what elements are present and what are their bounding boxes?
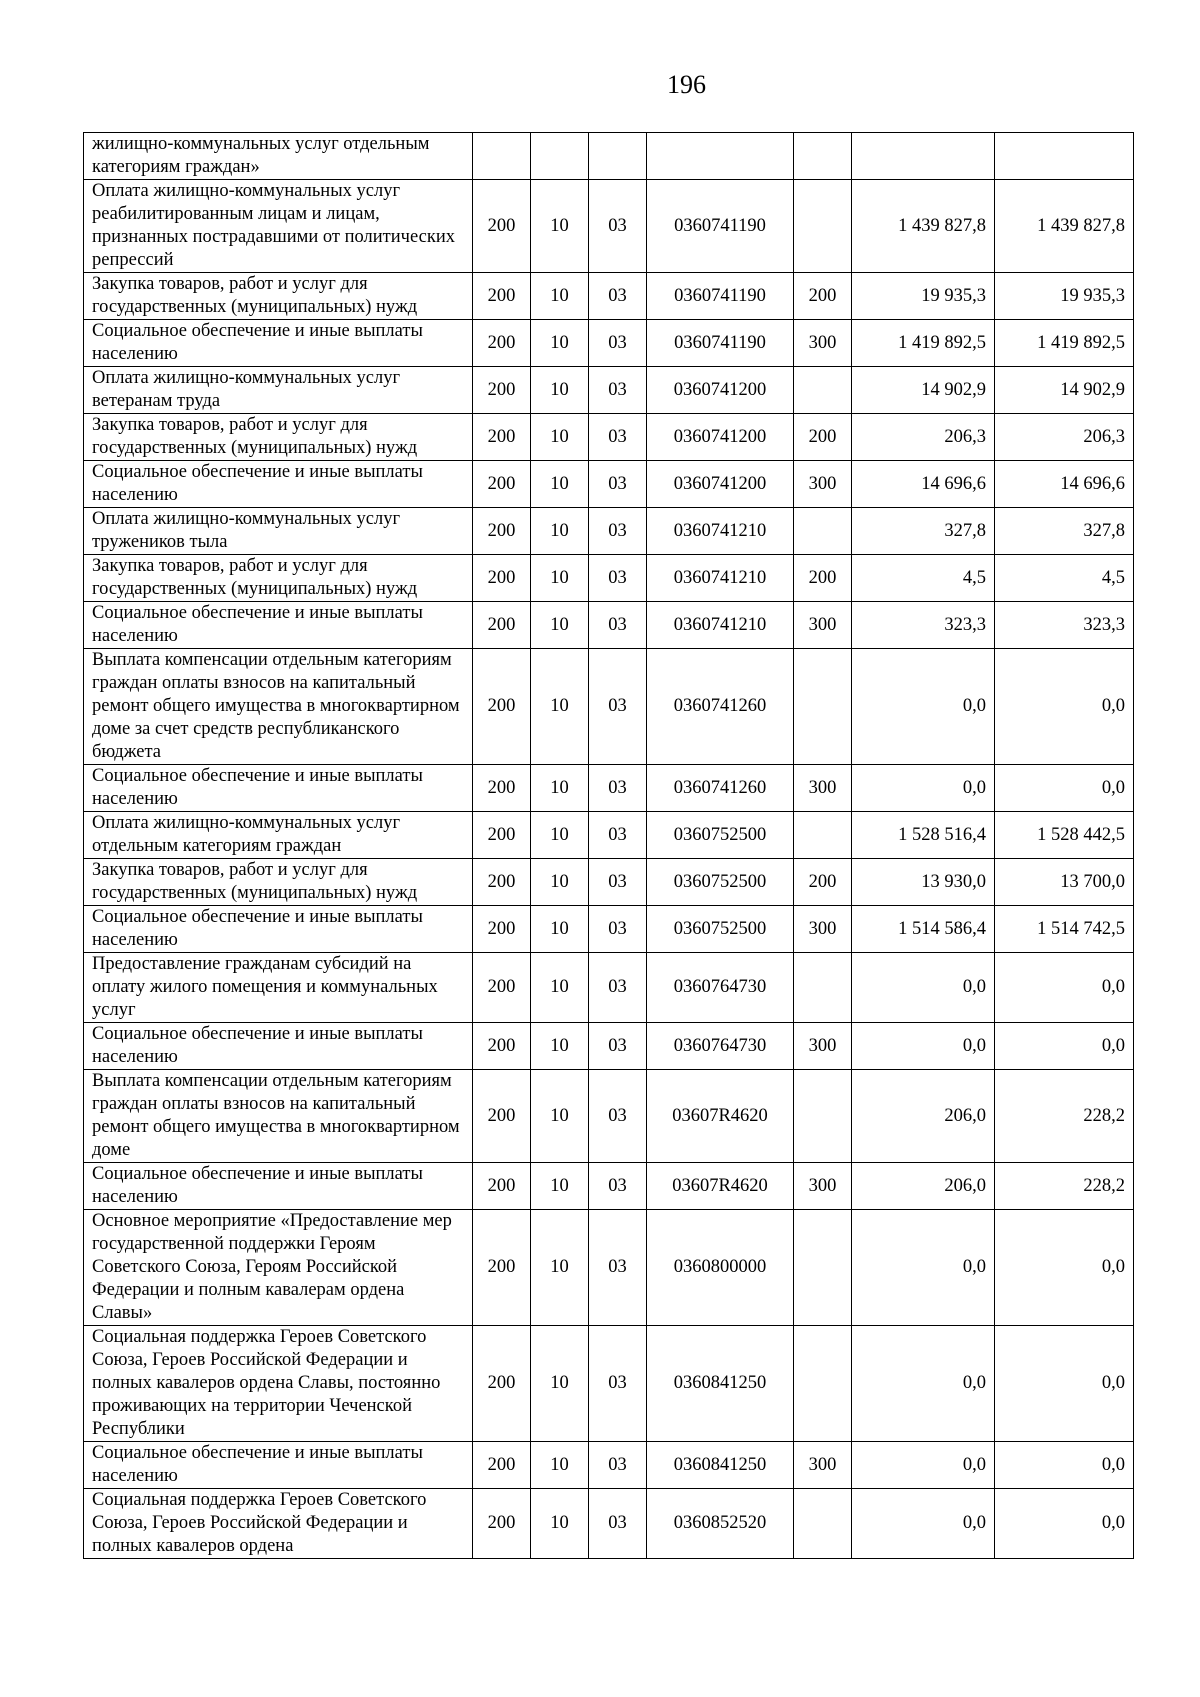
- amount-year2-cell: 14 696,6: [995, 461, 1134, 508]
- subsection-code-cell: 03: [589, 812, 647, 859]
- amount-year2-cell: 19 935,3: [995, 273, 1134, 320]
- subsection-code-cell: [589, 133, 647, 180]
- section-code-cell: 10: [531, 367, 589, 414]
- table-row: [84, 906, 1134, 953]
- section-code-cell: 10: [531, 1163, 589, 1210]
- subsection-code-cell: 03: [589, 649, 647, 765]
- section-code-cell: 10: [531, 180, 589, 273]
- amount-year1-cell: 1 439 827,8: [852, 180, 995, 273]
- expense-type-code-cell: [794, 812, 852, 859]
- expense-type-code-cell: 300: [794, 765, 852, 812]
- expense-type-code-cell: [794, 1326, 852, 1442]
- table-row: [84, 320, 1134, 367]
- expense-type-code-cell: [794, 649, 852, 765]
- table-row: [84, 1489, 1134, 1559]
- item-name-cell: Закупка товаров, работ и услуг для государственных (муниципальных) нужд: [84, 414, 473, 461]
- item-name-cell: Закупка товаров, работ и услуг для государственных (муниципальных) нужд: [84, 555, 473, 602]
- amount-year1-cell: 327,8: [852, 508, 995, 555]
- ministry-code-cell: 200: [473, 367, 531, 414]
- target-article-code-cell: 0360741210: [647, 602, 794, 649]
- section-code-cell: 10: [531, 953, 589, 1023]
- amount-year1-cell: 19 935,3: [852, 273, 995, 320]
- amount-year2-cell: 1 528 442,5: [995, 812, 1134, 859]
- table-row: [84, 1070, 1134, 1163]
- page-number: 196: [667, 70, 706, 99]
- amount-year1-cell: 206,0: [852, 1163, 995, 1210]
- item-name-cell: Социальное обеспечение и иные выплаты населению: [84, 765, 473, 812]
- ministry-code-cell: 200: [473, 320, 531, 367]
- target-article-code-cell: 0360741260: [647, 765, 794, 812]
- expense-type-code-cell: 200: [794, 859, 852, 906]
- target-article-code-cell: 0360852520: [647, 1489, 794, 1559]
- ministry-code-cell: 200: [473, 1210, 531, 1326]
- amount-year2-cell: 0,0: [995, 1442, 1134, 1489]
- table-row: [84, 1210, 1134, 1326]
- expense-type-code-cell: 300: [794, 461, 852, 508]
- amount-year2-cell: 1 514 742,5: [995, 906, 1134, 953]
- table-row: [84, 133, 1134, 180]
- amount-year2-cell: 0,0: [995, 649, 1134, 765]
- expense-type-code-cell: [794, 133, 852, 180]
- amount-year1-cell: 13 930,0: [852, 859, 995, 906]
- amount-year1-cell: 14 902,9: [852, 367, 995, 414]
- subsection-code-cell: 03: [589, 1326, 647, 1442]
- item-name-cell: Социальное обеспечение и иные выплаты населению: [84, 320, 473, 367]
- amount-year1-cell: 1 419 892,5: [852, 320, 995, 367]
- amount-year2-cell: 228,2: [995, 1163, 1134, 1210]
- section-code-cell: 10: [531, 1210, 589, 1326]
- expense-type-code-cell: 300: [794, 906, 852, 953]
- item-name-cell: Оплата жилищно-коммунальных услуг отдельным категориям граждан: [84, 812, 473, 859]
- target-article-code-cell: [647, 133, 794, 180]
- expense-type-code-cell: [794, 953, 852, 1023]
- ministry-code-cell: 200: [473, 812, 531, 859]
- expense-type-code-cell: 300: [794, 1023, 852, 1070]
- section-code-cell: 10: [531, 1442, 589, 1489]
- ministry-code-cell: 200: [473, 765, 531, 812]
- target-article-code-cell: 03607R4620: [647, 1163, 794, 1210]
- table-row: [84, 461, 1134, 508]
- subsection-code-cell: 03: [589, 953, 647, 1023]
- expense-type-code-cell: 300: [794, 1442, 852, 1489]
- subsection-code-cell: 03: [589, 859, 647, 906]
- target-article-code-cell: 0360764730: [647, 1023, 794, 1070]
- ministry-code-cell: 200: [473, 1326, 531, 1442]
- expense-type-code-cell: [794, 1210, 852, 1326]
- table-row: [84, 859, 1134, 906]
- subsection-code-cell: 03: [589, 180, 647, 273]
- subsection-code-cell: 03: [589, 1023, 647, 1070]
- target-article-code-cell: 0360741190: [647, 273, 794, 320]
- amount-year1-cell: 0,0: [852, 1442, 995, 1489]
- subsection-code-cell: 03: [589, 1070, 647, 1163]
- item-name-cell: Социальное обеспечение и иные выплаты населению: [84, 906, 473, 953]
- amount-year2-cell: 4,5: [995, 555, 1134, 602]
- section-code-cell: 10: [531, 555, 589, 602]
- table-row: [84, 180, 1134, 273]
- amount-year2-cell: 0,0: [995, 765, 1134, 812]
- target-article-code-cell: 0360741210: [647, 555, 794, 602]
- amount-year2-cell: 327,8: [995, 508, 1134, 555]
- section-code-cell: 10: [531, 812, 589, 859]
- subsection-code-cell: 03: [589, 414, 647, 461]
- target-article-code-cell: 0360741190: [647, 320, 794, 367]
- ministry-code-cell: 200: [473, 602, 531, 649]
- section-code-cell: 10: [531, 1023, 589, 1070]
- table-row: [84, 1326, 1134, 1442]
- subsection-code-cell: 03: [589, 765, 647, 812]
- amount-year1-cell: 4,5: [852, 555, 995, 602]
- amount-year2-cell: 13 700,0: [995, 859, 1134, 906]
- expense-type-code-cell: [794, 367, 852, 414]
- item-name-cell: Социальное обеспечение и иные выплаты населению: [84, 602, 473, 649]
- amount-year2-cell: 206,3: [995, 414, 1134, 461]
- target-article-code-cell: 0360741200: [647, 461, 794, 508]
- amount-year2-cell: 1 439 827,8: [995, 180, 1134, 273]
- item-name-cell: Закупка товаров, работ и услуг для государственных (муниципальных) нужд: [84, 859, 473, 906]
- amount-year2-cell: [995, 133, 1134, 180]
- item-name-cell: Основное мероприятие «Предоставление мер государственной поддержки Героям Советского Союза, Героям Российской Федерации и полным кавалерам ордена Славы»: [84, 1210, 473, 1326]
- ministry-code-cell: 200: [473, 461, 531, 508]
- item-name-cell: Выплата компенсации отдельным категориям граждан оплаты взносов на капитальный ремонт общего имущества в многоквартирном доме за счет средств республиканского бюджета: [84, 649, 473, 765]
- table-row: [84, 953, 1134, 1023]
- section-code-cell: 10: [531, 906, 589, 953]
- ministry-code-cell: 200: [473, 953, 531, 1023]
- expense-type-code-cell: 200: [794, 414, 852, 461]
- table-row: [84, 367, 1134, 414]
- ministry-code-cell: 200: [473, 273, 531, 320]
- expense-type-code-cell: [794, 1489, 852, 1559]
- target-article-code-cell: 0360741210: [647, 508, 794, 555]
- subsection-code-cell: 03: [589, 906, 647, 953]
- expense-type-code-cell: 200: [794, 273, 852, 320]
- amount-year1-cell: [852, 133, 995, 180]
- target-article-code-cell: 0360841250: [647, 1326, 794, 1442]
- ministry-code-cell: 200: [473, 180, 531, 273]
- ministry-code-cell: 200: [473, 1489, 531, 1559]
- item-name-cell: Выплата компенсации отдельным категориям граждан оплаты взносов на капитальный ремонт общего имущества в многоквартирном доме: [84, 1070, 473, 1163]
- target-article-code-cell: 0360741200: [647, 367, 794, 414]
- amount-year2-cell: 0,0: [995, 1210, 1134, 1326]
- amount-year1-cell: 14 696,6: [852, 461, 995, 508]
- table-row: [84, 555, 1134, 602]
- subsection-code-cell: 03: [589, 1489, 647, 1559]
- expense-type-code-cell: [794, 1070, 852, 1163]
- expense-type-code-cell: [794, 180, 852, 273]
- ministry-code-cell: 200: [473, 1023, 531, 1070]
- amount-year2-cell: 1 419 892,5: [995, 320, 1134, 367]
- ministry-code-cell: 200: [473, 414, 531, 461]
- ministry-code-cell: 200: [473, 859, 531, 906]
- target-article-code-cell: 0360752500: [647, 812, 794, 859]
- amount-year1-cell: 0,0: [852, 953, 995, 1023]
- ministry-code-cell: 200: [473, 1163, 531, 1210]
- table-row: [84, 765, 1134, 812]
- item-name-cell: Социальное обеспечение и иные выплаты населению: [84, 1023, 473, 1070]
- amount-year1-cell: 206,3: [852, 414, 995, 461]
- subsection-code-cell: 03: [589, 602, 647, 649]
- section-code-cell: 10: [531, 1326, 589, 1442]
- subsection-code-cell: 03: [589, 367, 647, 414]
- section-code-cell: 10: [531, 765, 589, 812]
- target-article-code-cell: 0360752500: [647, 906, 794, 953]
- item-name-cell: Социальное обеспечение и иные выплаты населению: [84, 1163, 473, 1210]
- table-row: [84, 414, 1134, 461]
- ministry-code-cell: [473, 133, 531, 180]
- target-article-code-cell: 0360741260: [647, 649, 794, 765]
- item-name-cell: жилищно-коммунальных услуг отдельным категориям граждан»: [84, 133, 473, 180]
- item-name-cell: Социальное обеспечение и иные выплаты населению: [84, 461, 473, 508]
- amount-year1-cell: 0,0: [852, 649, 995, 765]
- section-code-cell: 10: [531, 602, 589, 649]
- section-code-cell: 10: [531, 1070, 589, 1163]
- item-name-cell: Социальное обеспечение и иные выплаты населению: [84, 1442, 473, 1489]
- ministry-code-cell: 200: [473, 1442, 531, 1489]
- ministry-code-cell: 200: [473, 1070, 531, 1163]
- table-row: [84, 1442, 1134, 1489]
- section-code-cell: 10: [531, 649, 589, 765]
- ministry-code-cell: 200: [473, 649, 531, 765]
- amount-year1-cell: 206,0: [852, 1070, 995, 1163]
- section-code-cell: 10: [531, 1489, 589, 1559]
- ministry-code-cell: 200: [473, 906, 531, 953]
- item-name-cell: Оплата жилищно-коммунальных услуг ветеранам труда: [84, 367, 473, 414]
- amount-year2-cell: 0,0: [995, 1023, 1134, 1070]
- item-name-cell: Оплата жилищно-коммунальных услуг реабилитированным лицам и лицам, признанных пострадавшими от политических репрессий: [84, 180, 473, 273]
- subsection-code-cell: 03: [589, 273, 647, 320]
- amount-year2-cell: 0,0: [995, 1326, 1134, 1442]
- amount-year1-cell: 323,3: [852, 602, 995, 649]
- amount-year2-cell: 0,0: [995, 953, 1134, 1023]
- target-article-code-cell: 0360764730: [647, 953, 794, 1023]
- item-name-cell: Предоставление гражданам субсидий на оплату жилого помещения и коммунальных услуг: [84, 953, 473, 1023]
- expense-type-code-cell: 300: [794, 320, 852, 367]
- table-body: [84, 133, 1134, 1559]
- item-name-cell: Социальная поддержка Героев Советского Союза, Героев Российской Федерации и полных кавалеров ордена: [84, 1489, 473, 1559]
- subsection-code-cell: 03: [589, 555, 647, 602]
- item-name-cell: Закупка товаров, работ и услуг для государственных (муниципальных) нужд: [84, 273, 473, 320]
- amount-year1-cell: 0,0: [852, 1326, 995, 1442]
- amount-year2-cell: 228,2: [995, 1070, 1134, 1163]
- amount-year2-cell: 323,3: [995, 602, 1134, 649]
- table-row: [84, 273, 1134, 320]
- expense-type-code-cell: 300: [794, 1163, 852, 1210]
- amount-year1-cell: 1 528 516,4: [852, 812, 995, 859]
- expense-type-code-cell: 300: [794, 602, 852, 649]
- table-row: [84, 1023, 1134, 1070]
- amount-year2-cell: 14 902,9: [995, 367, 1134, 414]
- target-article-code-cell: 0360741200: [647, 414, 794, 461]
- table-row: [84, 649, 1134, 765]
- table-row: [84, 602, 1134, 649]
- amount-year1-cell: 0,0: [852, 765, 995, 812]
- ministry-code-cell: 200: [473, 508, 531, 555]
- budget-table: [83, 132, 1134, 1559]
- subsection-code-cell: 03: [589, 508, 647, 555]
- subsection-code-cell: 03: [589, 1442, 647, 1489]
- amount-year2-cell: 0,0: [995, 1489, 1134, 1559]
- target-article-code-cell: 0360841250: [647, 1442, 794, 1489]
- section-code-cell: [531, 133, 589, 180]
- expense-type-code-cell: [794, 508, 852, 555]
- ministry-code-cell: 200: [473, 555, 531, 602]
- subsection-code-cell: 03: [589, 1210, 647, 1326]
- table-row: [84, 812, 1134, 859]
- target-article-code-cell: 0360741190: [647, 180, 794, 273]
- subsection-code-cell: 03: [589, 320, 647, 367]
- amount-year1-cell: 0,0: [852, 1489, 995, 1559]
- target-article-code-cell: 0360800000: [647, 1210, 794, 1326]
- section-code-cell: 10: [531, 273, 589, 320]
- section-code-cell: 10: [531, 414, 589, 461]
- target-article-code-cell: 0360752500: [647, 859, 794, 906]
- subsection-code-cell: 03: [589, 1163, 647, 1210]
- target-article-code-cell: 03607R4620: [647, 1070, 794, 1163]
- table-row: [84, 508, 1134, 555]
- section-code-cell: 10: [531, 859, 589, 906]
- item-name-cell: Оплата жилищно-коммунальных услуг тружеников тыла: [84, 508, 473, 555]
- section-code-cell: 10: [531, 508, 589, 555]
- subsection-code-cell: 03: [589, 461, 647, 508]
- section-code-cell: 10: [531, 461, 589, 508]
- amount-year1-cell: 0,0: [852, 1210, 995, 1326]
- table-row: [84, 1163, 1134, 1210]
- section-code-cell: 10: [531, 320, 589, 367]
- expense-type-code-cell: 200: [794, 555, 852, 602]
- item-name-cell: Социальная поддержка Героев Советского Союза, Героев Российской Федерации и полных кавалеров ордена Славы, постоянно проживающих на территории Чеченской Республики: [84, 1326, 473, 1442]
- amount-year1-cell: 1 514 586,4: [852, 906, 995, 953]
- amount-year1-cell: 0,0: [852, 1023, 995, 1070]
